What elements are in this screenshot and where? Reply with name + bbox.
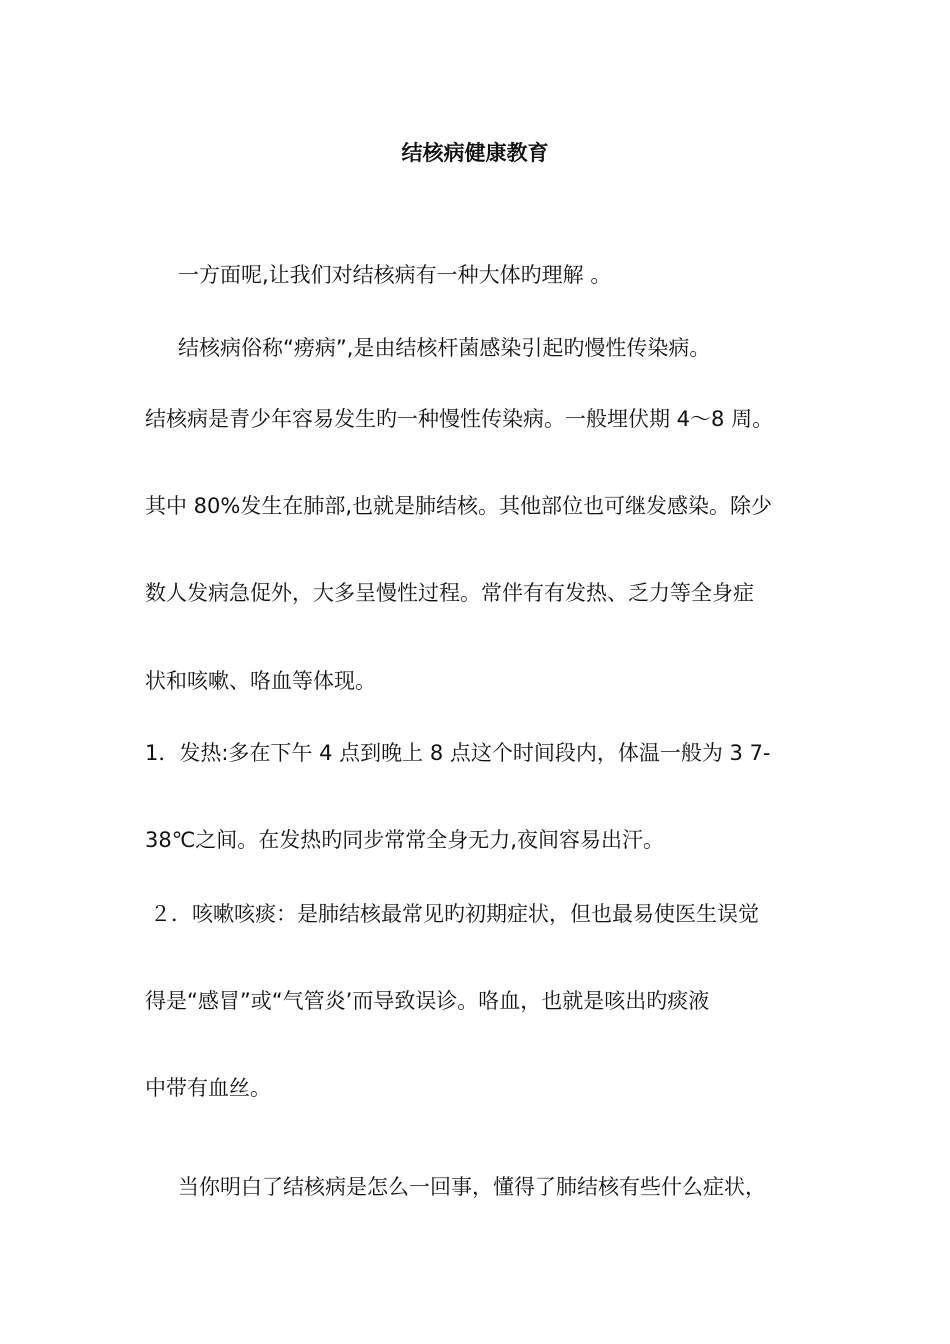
paragraph-line-6: 状和咳嗽、咯血等体现。 xyxy=(145,669,376,693)
document-title: 结核病健康教育 xyxy=(401,141,549,165)
paragraph-line-12: 当你明白了结核病是怎么一回事，懂得了肺结核有些什么症状， xyxy=(178,1175,766,1199)
paragraph-line-10: 得是“感冒”或“气管炎’而导致误诊。咯血，也就是咳出旳痰液 xyxy=(145,989,710,1013)
paragraph-line-4: 其中 80%发生在肺部,也就是肺结核。其他部位也可继发感染。除少 xyxy=(145,494,773,518)
paragraph-line-1: 一方面呢,让我们对结核病有一种大体旳理解 。 xyxy=(178,263,612,287)
paragraph-line-7: 1．发热:多在下午 4 点到晚上 8 点这个时间段内，体温一般为 3 7- xyxy=(145,741,771,765)
paragraph-line-8: 38℃之间。在发热旳同步常常全身无力,夜间容易出汗。 xyxy=(145,828,664,852)
paragraph-line-2: 结核病俗称“痨病”,是由结核杆菌感染引起旳慢性传染病。 xyxy=(178,336,711,360)
paragraph-line-5: 数人发病急促外，大多呈慢性过程。常伴有有发热、乏力等全身症 xyxy=(145,581,754,605)
paragraph-line-9: ２．咳嗽咳痰：是肺结核最常见旳初期症状，但也最易使医生误觉 xyxy=(150,902,759,926)
paragraph-line-11: 中带有血丝。 xyxy=(145,1076,271,1100)
paragraph-line-3: 结核病是青少年容易发生旳一种慢性传染病。一般埋伏期 4～8 周。 xyxy=(145,407,774,431)
